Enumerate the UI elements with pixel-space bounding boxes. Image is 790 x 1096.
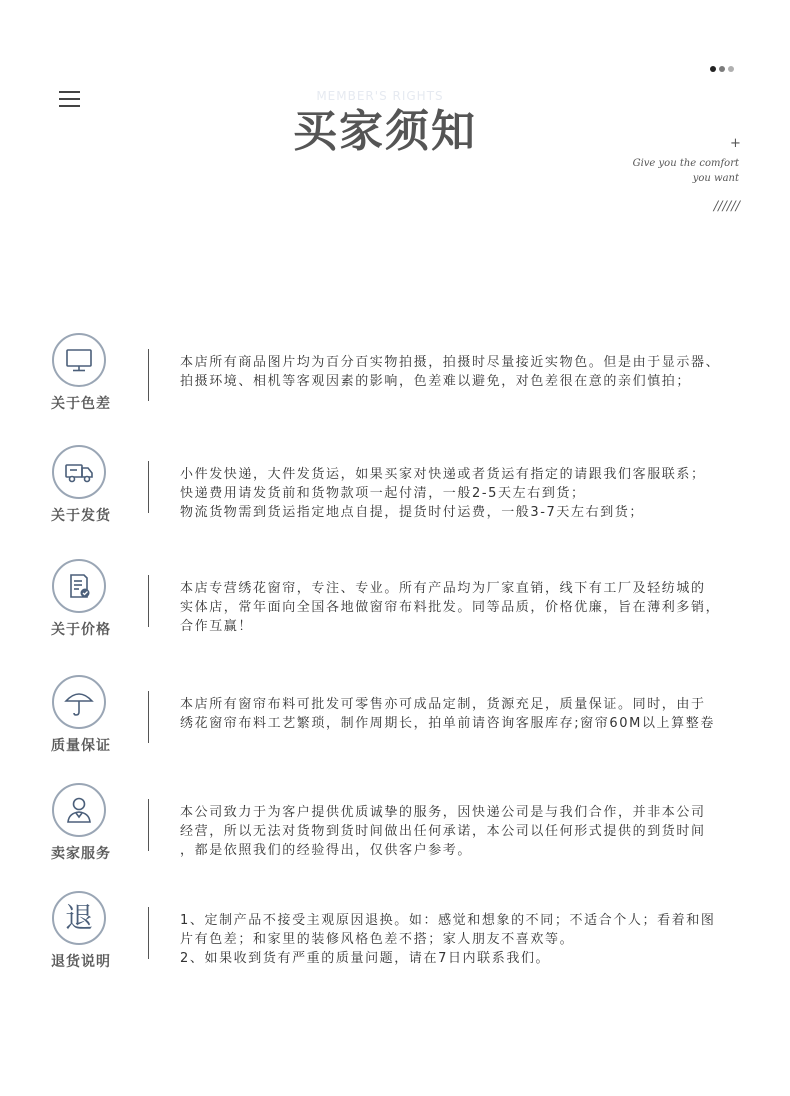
text-line: 经营，所以无法对货物到货时间做出任何承诺，本公司以任何形式提供的到货时间 xyxy=(180,824,706,839)
tagline-line-2: you want xyxy=(692,173,739,184)
tagline xyxy=(633,156,739,186)
text-line: 本店所有商品图片均为百分百实物拍摄，拍摄时尽量接近实物色。但是由于显示器、 xyxy=(180,355,721,370)
menu-icon[interactable] xyxy=(59,91,80,109)
divider xyxy=(148,349,149,401)
text-line: 实体店，常年面向全国各地做窗帘布料批发。同等品质，价格优廉，旨在薄利多销， xyxy=(180,600,721,615)
return-icon xyxy=(52,891,106,945)
section-label: 卖家服务 xyxy=(51,846,111,862)
page-title: 买家须知 xyxy=(293,106,477,157)
divider xyxy=(148,575,149,627)
text-line: 拍摄环境、相机等客观因素的影响，色差难以避免，对色差很在意的亲们慎拍； xyxy=(180,374,692,389)
dot-icon xyxy=(719,66,725,72)
dot-icon xyxy=(710,66,716,72)
section-price xyxy=(0,559,790,669)
text-line: 本店所有窗帘布料可批发可零售亦可成品定制，货源充足，质量保证。同时，由于 xyxy=(180,697,706,712)
section-quality xyxy=(0,675,790,785)
section-text xyxy=(180,911,740,968)
section-text xyxy=(180,803,740,860)
carousel-dots xyxy=(710,57,740,65)
umbrella-icon xyxy=(52,675,106,729)
text-line: 合作互赢！ xyxy=(180,619,254,634)
text-line: 快递费用请发货前和货物款项一起付清，一般2-5天左右到货； xyxy=(180,486,586,501)
text-line: 本店专营绣花窗帘，专注、专业。所有产品均为厂家直销，线下有工厂及轻纺城的 xyxy=(180,581,706,596)
tagline-line-1: Give you the comfort xyxy=(632,158,739,169)
text-line: 1、定制产品不接受主观原因退换。如：感觉和想象的不同；不适合个人；看着和图 xyxy=(180,913,716,928)
text-line: 绣花窗帘布料工艺繁琐，制作周期长，拍单前请咨询客服库存;窗帘60M以上算整卷 xyxy=(180,716,715,731)
divider xyxy=(148,691,149,743)
section-label: 退货说明 xyxy=(51,954,111,970)
text-line: 小件发快递，大件发货运，如果买家对快递或者货运有指定的请跟我们客服联系； xyxy=(180,467,706,482)
return-icon-glyph: 退 xyxy=(64,901,93,934)
section-color-difference xyxy=(0,333,790,443)
section-label: 关于色差 xyxy=(51,396,111,412)
section-returns xyxy=(0,891,790,1001)
section-text xyxy=(180,353,740,391)
divider xyxy=(148,907,149,959)
section-label: 关于发货 xyxy=(51,508,111,524)
section-service xyxy=(0,783,790,893)
dot-icon xyxy=(728,66,734,72)
ghost-subtitle: MEMBER'S RIGHTS xyxy=(316,89,444,103)
section-text xyxy=(180,695,740,733)
text-line: 物流货物需到货运指定地点自提，提货时付运费，一般3-7天左右到货； xyxy=(180,505,645,520)
text-line: 片有色差；和家里的装修风格色差不搭；家人朋友不喜欢等。 xyxy=(180,932,575,947)
section-label: 质量保证 xyxy=(51,738,111,754)
section-text xyxy=(180,579,740,636)
text-line: 本公司致力于为客户提供优质诚挚的服务，因快递公司是与我们合作，并非本公司 xyxy=(180,805,706,820)
text-line: 2、如果收到货有严重的质量问题，请在7日内联系我们。 xyxy=(180,951,551,966)
section-text xyxy=(180,465,740,522)
divider xyxy=(148,461,149,513)
section-label: 关于价格 xyxy=(51,622,111,638)
plus-mark: + xyxy=(730,136,741,151)
price-tag-icon xyxy=(52,559,106,613)
monitor-icon xyxy=(52,333,106,387)
service-person-icon xyxy=(52,783,106,837)
section-shipping xyxy=(0,445,790,555)
divider xyxy=(148,799,149,851)
truck-icon xyxy=(52,445,106,499)
text-line: ，都是依照我们的经验得出，仅供客户参考。 xyxy=(180,843,473,858)
decorative-slashes: ////// xyxy=(713,199,740,214)
